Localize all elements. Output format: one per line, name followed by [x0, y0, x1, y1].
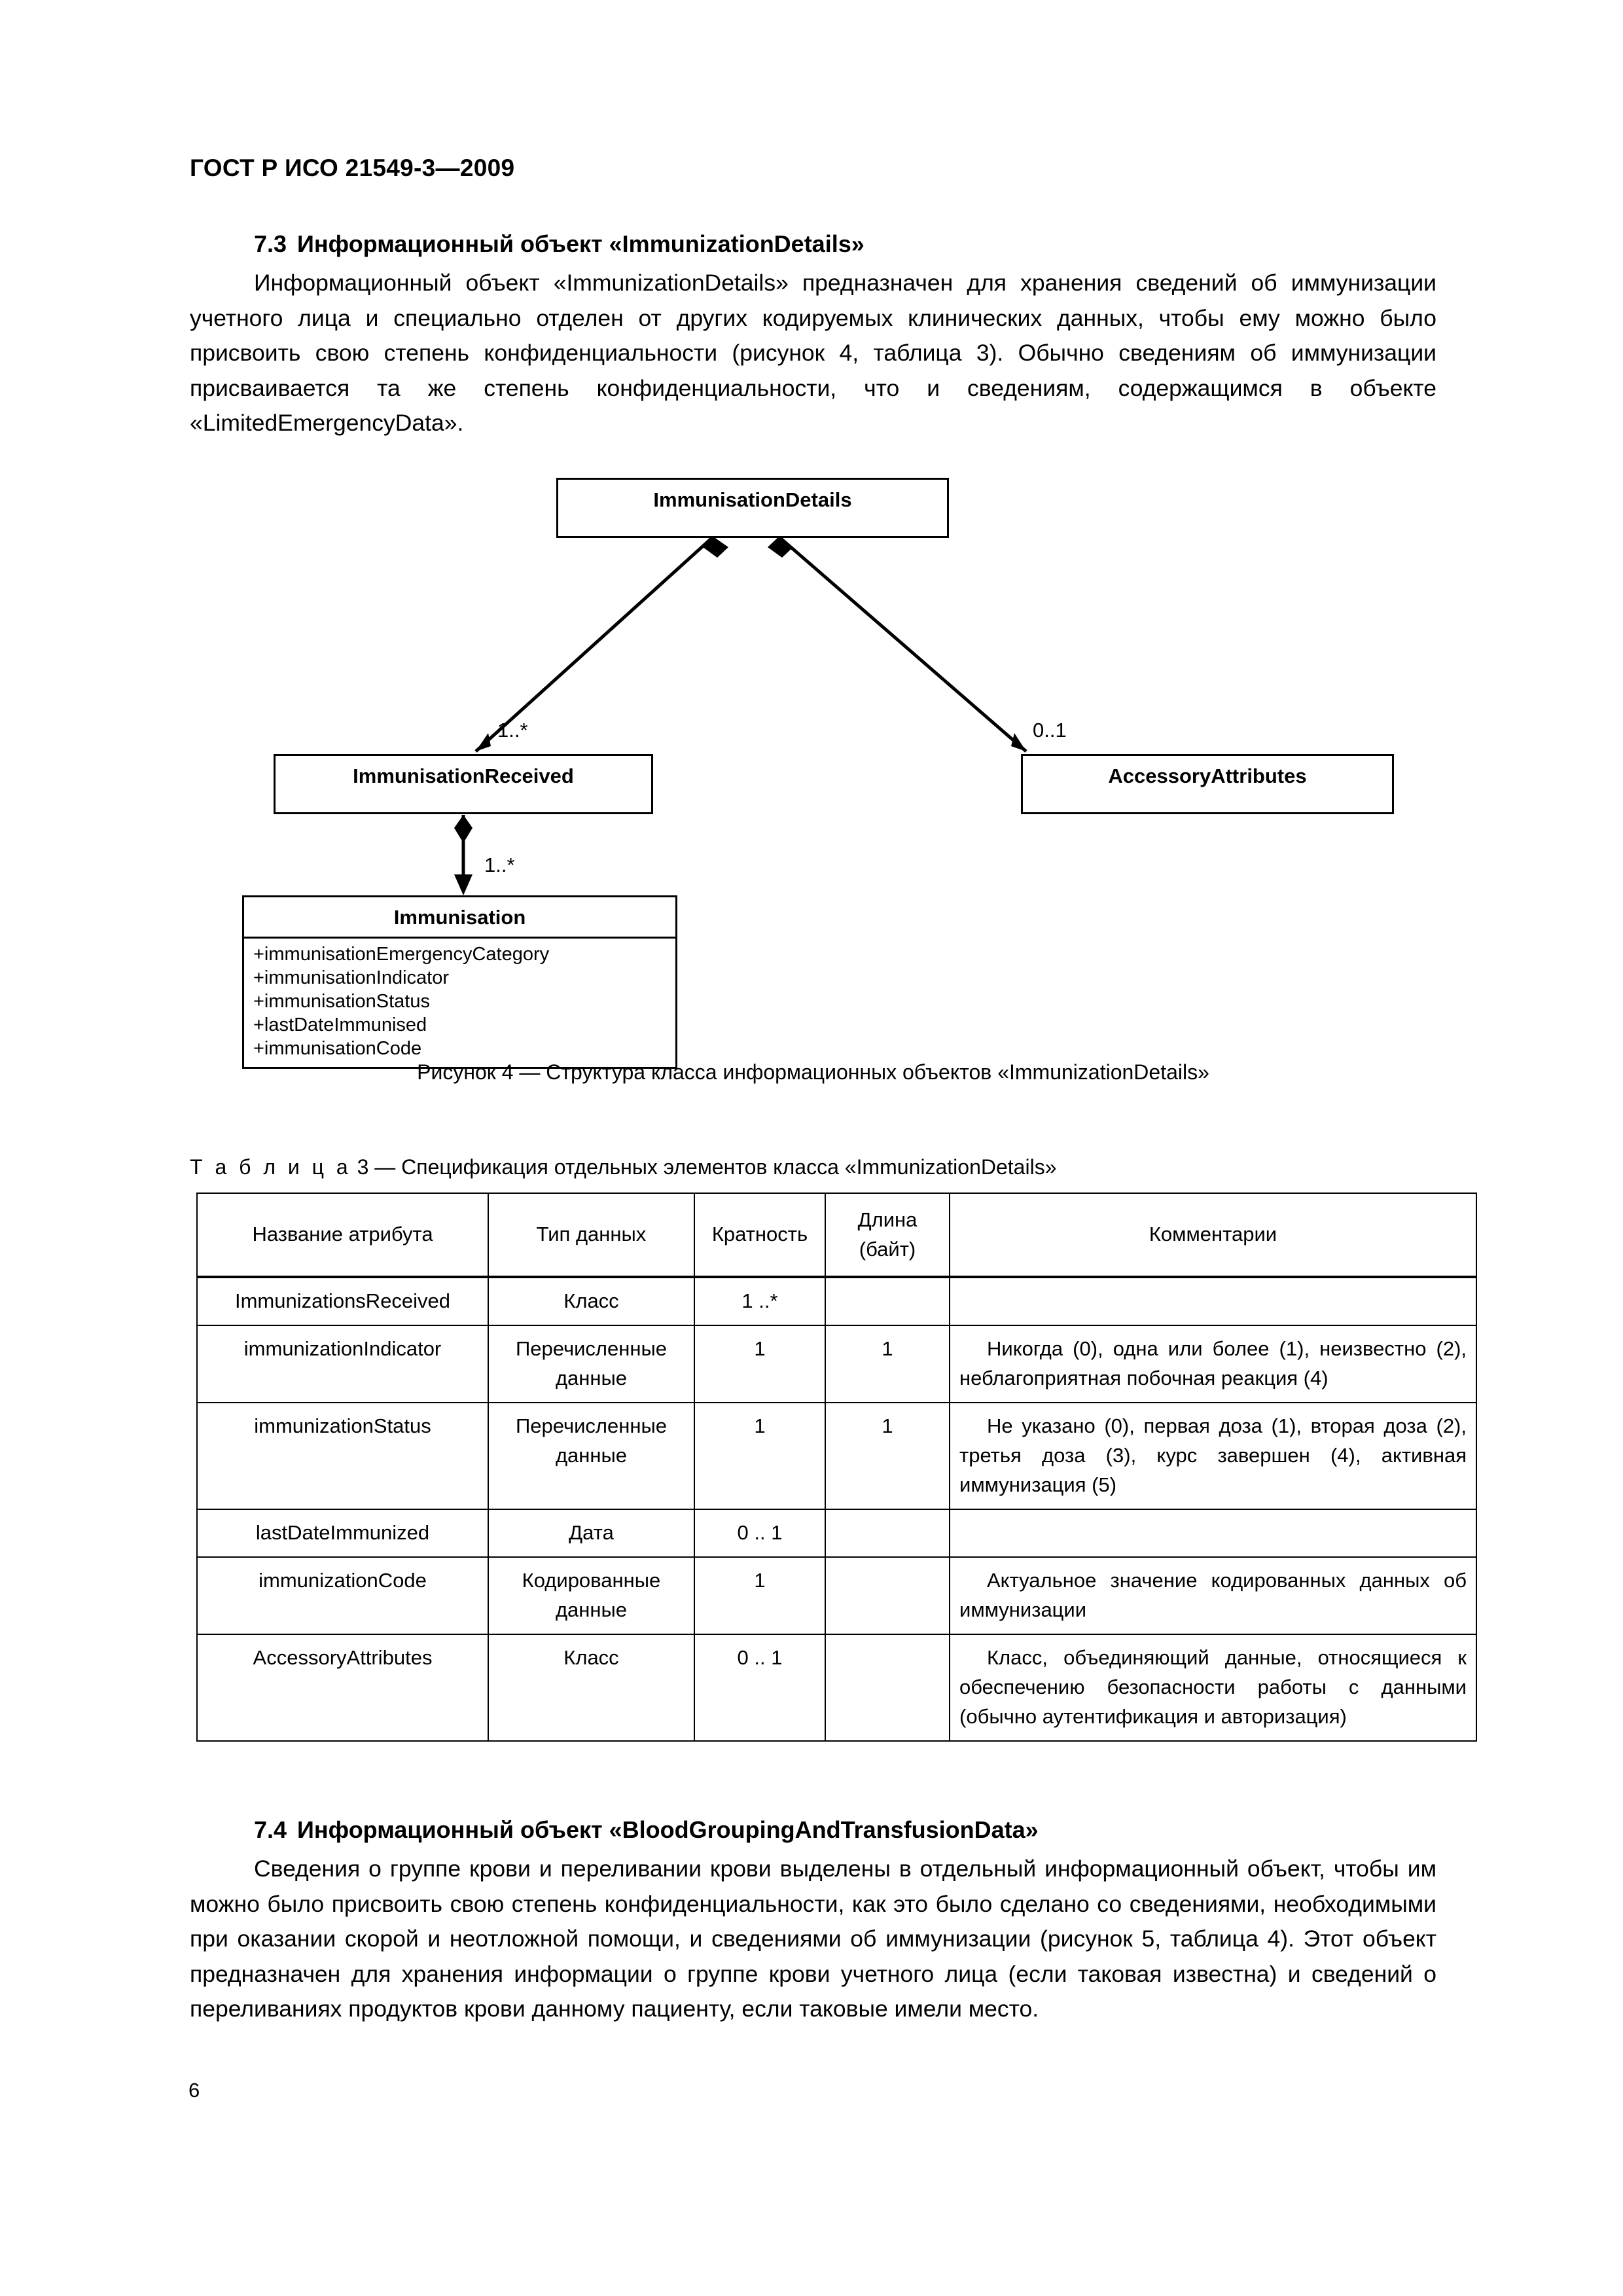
uml-node-immunisation-received-title: ImmunisationReceived [353, 764, 574, 787]
uml-node-accessory-attributes-title: AccessoryAttributes [1108, 764, 1307, 787]
cell-datatype: Класс [488, 1277, 694, 1325]
cell-datatype: Перечисленные данные [488, 1325, 694, 1403]
section-7-3 [190, 230, 1436, 441]
cell-attribute: immunizationIndicator [197, 1325, 488, 1403]
cell-length [825, 1277, 950, 1325]
section-7-3-title: Информационный объект «ImmunizationDetails» [297, 230, 865, 257]
cell-multiplicity: 1 [694, 1403, 825, 1509]
col-header-comments: Комментарии [950, 1193, 1476, 1277]
table-row [197, 1509, 1476, 1557]
uml-node-immunisation-attributes [244, 937, 675, 1067]
col-header-attribute: Название атрибута [197, 1193, 488, 1277]
col-header-multiplicity: Кратность [694, 1193, 825, 1277]
table-head [197, 1193, 1476, 1277]
cell-comments: Никогда (0), одна или более (1), неизвестно (2), неблагоприятная побочная реакция (4) [950, 1325, 1476, 1403]
cell-multiplicity: 0 .. 1 [694, 1509, 825, 1557]
section-7-3-heading [190, 230, 1436, 258]
table-row [197, 1634, 1476, 1741]
cell-datatype: Класс [488, 1634, 694, 1741]
uml-attribute: +immunisationIndicator [253, 967, 450, 989]
table-row [197, 1557, 1476, 1634]
uml-multiplicity-root-to-received: 1..* [497, 719, 528, 742]
uml-multiplicity-received-to-immunisation: 1..* [484, 853, 515, 876]
uml-class-diagram [190, 458, 1436, 1060]
page-number: 6 [188, 2079, 200, 2102]
section-7-4-heading [190, 1816, 1436, 1844]
uml-node-immunisation-details [556, 478, 949, 538]
cell-length: 1 [825, 1403, 950, 1509]
table-row [197, 1277, 1476, 1325]
cell-attribute: ImmunizationsReceived [197, 1277, 488, 1325]
uml-node-immunisation-received [274, 754, 653, 814]
uml-attribute: +immunisationEmergencyCategory [253, 944, 550, 965]
cell-length [825, 1634, 950, 1741]
table-3-label: Т а б л и ц а [190, 1155, 351, 1179]
cell-attribute: immunizationCode [197, 1557, 488, 1634]
document-header-standard-id: ГОСТ Р ИСО 21549-3—2009 [190, 154, 515, 181]
cell-attribute: immunizationStatus [197, 1403, 488, 1509]
cell-length: 1 [825, 1325, 950, 1403]
col-header-length-line1: Длина [857, 1208, 918, 1231]
uml-node-accessory-attributes [1021, 754, 1394, 814]
table-body [197, 1277, 1476, 1741]
table-3 [196, 1193, 1477, 1742]
uml-node-immunisation [242, 895, 677, 1069]
col-header-length [825, 1193, 950, 1277]
table-row [197, 1325, 1476, 1403]
cell-datatype: Дата [488, 1509, 694, 1557]
uml-attribute: +immunisationStatus [253, 991, 430, 1013]
cell-length [825, 1557, 950, 1634]
uml-attribute: +immunisationCode [253, 1038, 422, 1060]
uml-attribute: +lastDateImmunised [253, 1014, 427, 1036]
cell-multiplicity: 1 [694, 1325, 825, 1403]
specification-table [196, 1193, 1477, 1742]
section-7-4-paragraph: Сведения о группе крови и переливании крови выделены в отдельный информационный объект, чтобы им можно было присвоить свою степень конфиденциальности, как это было сделано со сведениями, необходимыми при оказании скорой и неотложной помощи, и сведениями об иммунизации (рисунок 5, таблица 4). Этот объект предназначен для хранения информации о группе крови учетного лица (если таковая известна) и сведений о переливаниях продуктов крови данному пациенту, если таковые имели место. [190, 1856, 1436, 2022]
cell-attribute: lastDateImmunized [197, 1509, 488, 1557]
section-7-4-number: 7.4 [254, 1816, 287, 1843]
table-row [197, 1403, 1476, 1509]
figure-4 [190, 458, 1436, 1060]
cell-comments: Класс, объединяющий данные, относящиеся к обеспечению безопасности работы с данными (обычно аутентификация и авторизация) [950, 1634, 1476, 1741]
section-7-4-title: Информационный объект «BloodGroupingAndTransfusionData» [297, 1816, 1039, 1843]
cell-length [825, 1509, 950, 1557]
table-3-text: Спецификация отдельных элементов класса «ImmunizationDetails» [401, 1155, 1057, 1179]
section-7-3-paragraph: Информационный объект «ImmunizationDetails» предназначен для хранения сведений об иммунизации учетного лица и специально отделен от других кодируемых клинических данных, чтобы ему можно было присвоить свою степень конфиденциальности (рисунок 4, таблица 3). Обычно сведениям об иммунизации присваивается та же степень конфиденциальности, что и сведениям, содержащимся в объекте «LimitedEmergencyData». [190, 270, 1436, 436]
figure-4-caption: Рисунок 4 — Структура класса информационных объектов «ImmunizationDetails» [417, 1060, 1209, 1084]
cell-multiplicity: 1 ..* [694, 1277, 825, 1325]
uml-node-immunisation-details-title: ImmunisationDetails [653, 488, 852, 511]
cell-comments: Не указано (0), первая доза (1), вторая доза (2), третья доза (3), курс завершен (4), активная иммунизация (5) [950, 1403, 1476, 1509]
col-header-datatype: Тип данных [488, 1193, 694, 1277]
table-3-number: 3 [357, 1155, 369, 1179]
uml-node-immunisation-title: Immunisation [393, 906, 526, 929]
uml-multiplicity-root-to-accessory: 0..1 [1033, 719, 1067, 742]
table-3-dash: — [374, 1155, 396, 1179]
cell-multiplicity: 1 [694, 1557, 825, 1634]
cell-datatype: Кодированные данные [488, 1557, 694, 1634]
table-header-row [197, 1193, 1476, 1277]
cell-multiplicity: 0 .. 1 [694, 1634, 825, 1741]
cell-comments: Актуальное значение кодированных данных об иммунизации [950, 1557, 1476, 1634]
section-7-4 [190, 1816, 1436, 2027]
col-header-length-line2: (байт) [859, 1237, 916, 1261]
cell-comments [950, 1277, 1476, 1325]
cell-datatype: Перечисленные данные [488, 1403, 694, 1509]
section-7-3-number: 7.3 [254, 230, 287, 257]
cell-attribute: AccessoryAttributes [197, 1634, 488, 1741]
table-3-title [190, 1155, 1056, 1179]
cell-comments [950, 1509, 1476, 1557]
